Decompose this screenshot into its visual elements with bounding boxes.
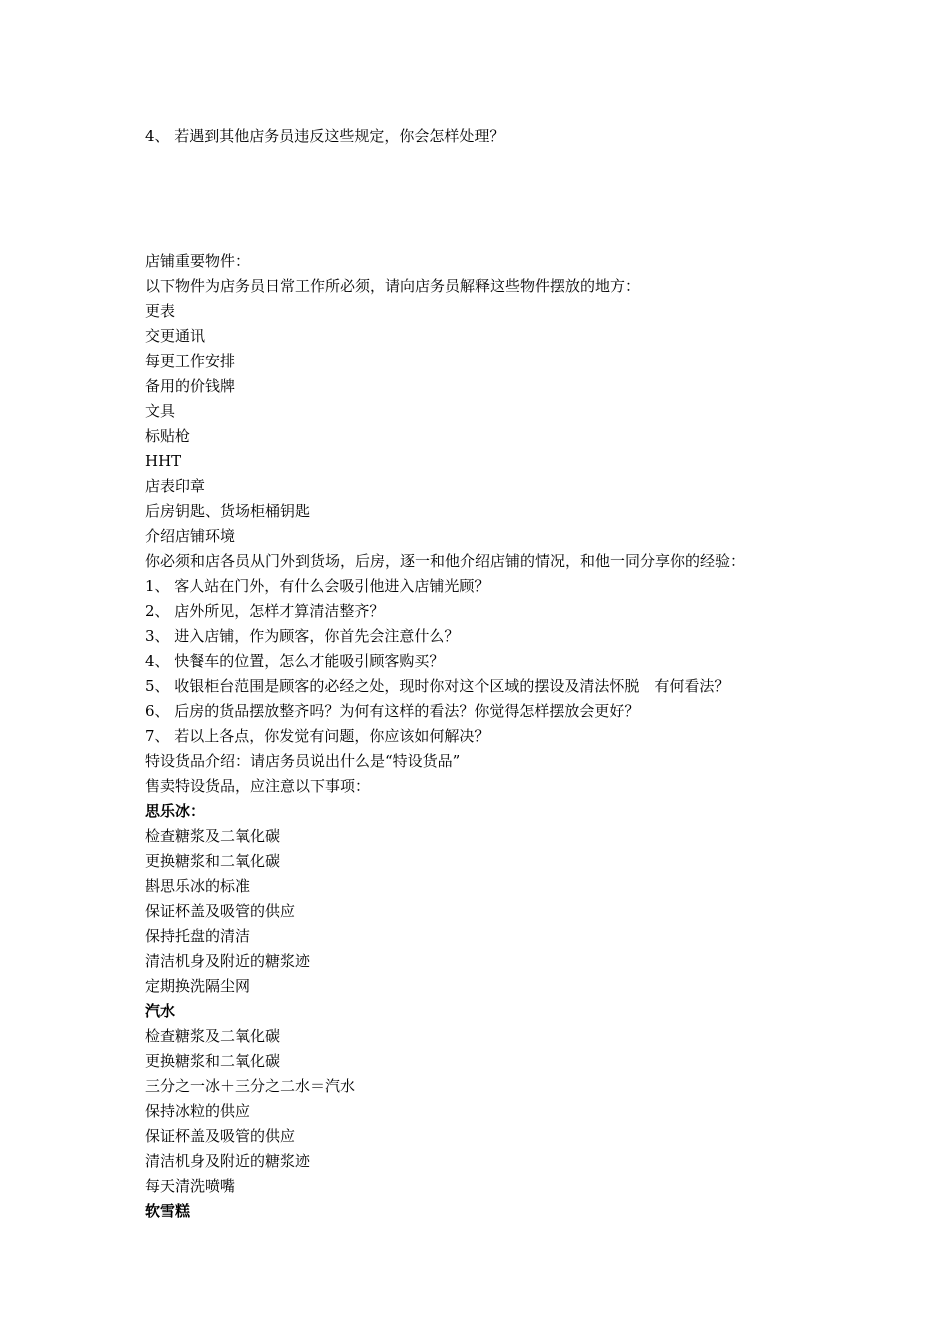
text-line: 特设货品介绍：请店务员说出什么是“特设货品” bbox=[145, 752, 461, 770]
text-line: 店铺重要物件： bbox=[145, 252, 251, 270]
text-line: 清洁机身及附近的糖浆迹 bbox=[145, 952, 311, 970]
text-line: 备用的价钱牌 bbox=[145, 377, 236, 395]
text-line: 店表印章 bbox=[145, 477, 206, 495]
section-heading: 思乐冰： bbox=[145, 802, 206, 820]
text-line: 保持冰粒的供应 bbox=[145, 1102, 251, 1120]
text-line: 交更通讯 bbox=[145, 327, 206, 345]
text-line: 更换糖浆和二氧化碳 bbox=[145, 852, 281, 870]
text-line: 检查糖浆及二氧化碳 bbox=[145, 827, 281, 845]
text-line: 每更工作安排 bbox=[145, 352, 236, 370]
text-line: 介绍店铺环境 bbox=[145, 527, 236, 545]
text-line: 售卖特设货品，应注意以下事项： bbox=[145, 777, 371, 795]
text-line: 检查糖浆及二氧化碳 bbox=[145, 1027, 281, 1045]
text-line: 定期换洗隔尘网 bbox=[145, 977, 251, 995]
text-line: 1、 客人站在门外，有什么会吸引他进入店铺光顾？ bbox=[145, 577, 490, 595]
text-line: 5、 收银柜台范围是顾客的必经之处，现时你对这个区域的摆设及清法怀脱 有何看法？ bbox=[145, 677, 730, 695]
text-line: 保证杯盖及吸管的供应 bbox=[145, 902, 296, 920]
text-line: HHT bbox=[145, 452, 182, 470]
text-line: 每天清洗喷嘴 bbox=[145, 1177, 236, 1195]
text-line: 7、 若以上各点，你发觉有问题，你应该如何解决？ bbox=[145, 727, 490, 745]
text-line: 保证杯盖及吸管的供应 bbox=[145, 1127, 296, 1145]
section-heading: 汽水 bbox=[145, 1002, 176, 1020]
text-line: 斟思乐冰的标准 bbox=[145, 877, 251, 895]
text-line: 2、 店外所见，怎样才算清洁整齐？ bbox=[145, 602, 385, 620]
text-line: 4、 快餐车的位置，怎么才能吸引顾客购买？ bbox=[145, 652, 445, 670]
section-heading: 软雪糕 bbox=[145, 1202, 191, 1220]
document-body bbox=[145, 249, 925, 1224]
question-4-handling-violations: 4、 若遇到其他店务员违反这些规定，你会怎样处理？ bbox=[145, 127, 505, 145]
text-line: 更换糖浆和二氧化碳 bbox=[145, 1052, 281, 1070]
text-line: 文具 bbox=[145, 402, 176, 420]
text-line: 你必须和店各员从门外到货场，后房，逐一和他介绍店铺的情况，和他一同分享你的经验： bbox=[145, 552, 746, 570]
text-line: 后房钥匙、货场柜桶钥匙 bbox=[145, 502, 311, 520]
text-line: 清洁机身及附近的糖浆迹 bbox=[145, 1152, 311, 1170]
text-line: 6、 后房的货品摆放整齐吗？为何有这样的看法？你觉得怎样摆放会更好？ bbox=[145, 702, 640, 720]
text-line: 3、 进入店铺，作为顾客，你首先会注意什么？ bbox=[145, 627, 460, 645]
text-line: 标贴枪 bbox=[145, 427, 191, 445]
text-line: 三分之一冰＋三分之二水＝汽水 bbox=[145, 1077, 356, 1095]
text-line: 以下物件为店务员日常工作所必须，请向店务员解释这些物件摆放的地方： bbox=[145, 277, 641, 295]
text-line: 保持托盘的清洁 bbox=[145, 927, 251, 945]
text-line: 更表 bbox=[145, 302, 176, 320]
